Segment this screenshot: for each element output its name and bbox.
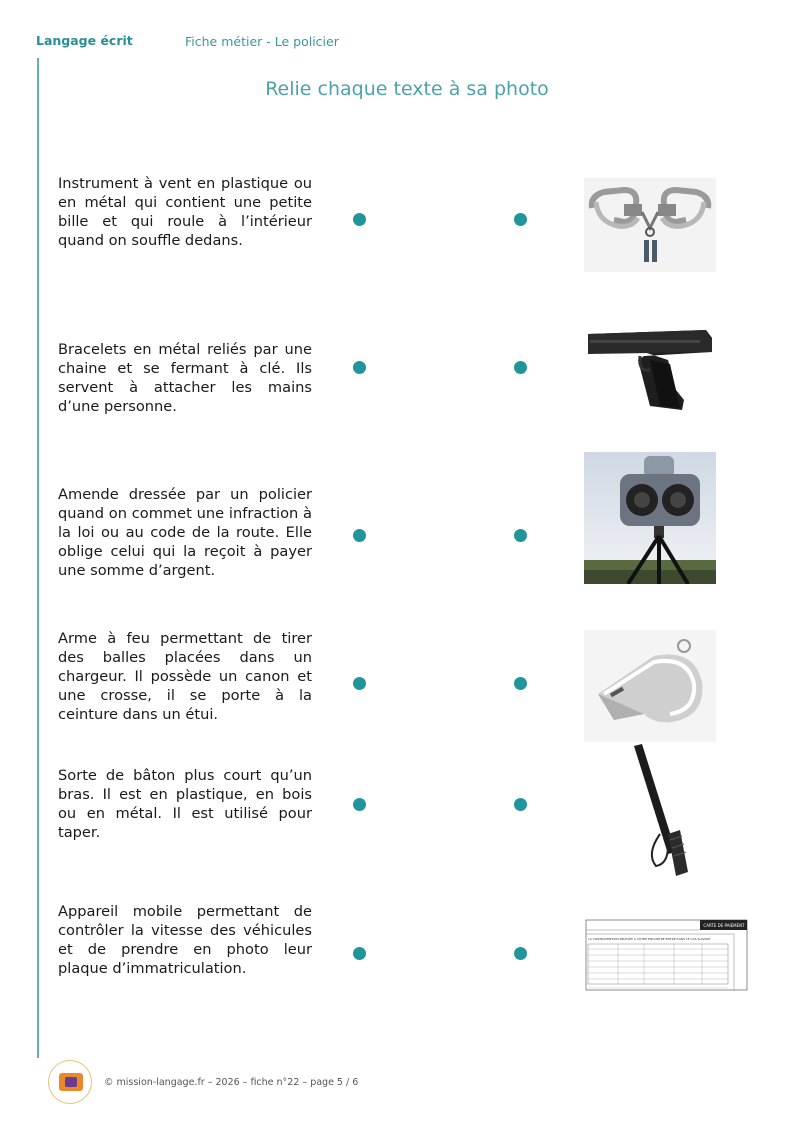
pistol-icon <box>584 320 716 414</box>
item-text-2: Bracelets en métal reliés par une chaine et se fermant à clé. Ils servent à attacher les mains d’une personne. <box>58 341 312 415</box>
item-text-6: Appareil mobile permettant de contrôler la vitesse des véhicules et de prendre en photo leur plaque d’immatriculation. <box>58 903 312 977</box>
logo <box>48 1060 92 1104</box>
item-text-3: Amende dressée par un policier quand on commet une infraction à la loi ou au code de la route. Elle oblige celui qui la reçoit à payer une somme d’argent. <box>58 486 312 579</box>
item-text-4: Arme à feu permettant de tirer des balles placées dans un chargeur. Il possède un canon et une crosse, il se porte à la ceinture dans un étui. <box>58 630 312 723</box>
right-dot-4[interactable] <box>514 677 527 690</box>
handcuffs-icon <box>584 178 716 272</box>
ticket-line: LA CONTRAVENTION RELEVÉE À VOTRE ENCONTRE ENTRE DANS LE CAS SUIVANT <box>588 937 711 941</box>
left-dot-1[interactable] <box>353 213 366 226</box>
footer: © mission-langage.fr – 2026 – fiche n°22 – page 5 / 6 <box>104 1077 359 1088</box>
section-label: Langage écrit <box>36 33 133 48</box>
item-text-5: Sorte de bâton plus court qu’un bras. Il est en plastique, en bois ou en métal. Il est utilisé pour taper. <box>58 767 312 841</box>
right-dot-2[interactable] <box>514 361 527 374</box>
page-title: Relie chaque texte à sa photo <box>265 78 549 100</box>
right-dot-3[interactable] <box>514 529 527 542</box>
right-dot-6[interactable] <box>514 947 527 960</box>
worksheet-subtitle: Fiche métier - Le policier <box>185 34 339 49</box>
fine-ticket-icon <box>584 918 749 992</box>
ticket-header: CARTE DE PAIEMENT <box>703 923 745 928</box>
margin-line <box>37 58 39 1058</box>
right-dot-5[interactable] <box>514 798 527 811</box>
right-dot-1[interactable] <box>514 213 527 226</box>
baton-icon <box>584 742 716 876</box>
left-dot-6[interactable] <box>353 947 366 960</box>
item-text-1: Instrument à vent en plastique ou en métal qui contient une petite bille et qui roule à l’intérieur quand on souffle dedans. <box>58 175 312 249</box>
whistle-icon <box>584 630 716 742</box>
left-dot-5[interactable] <box>353 798 366 811</box>
speed-camera-icon <box>584 452 716 584</box>
left-dot-2[interactable] <box>353 361 366 374</box>
left-dot-4[interactable] <box>353 677 366 690</box>
left-dot-3[interactable] <box>353 529 366 542</box>
